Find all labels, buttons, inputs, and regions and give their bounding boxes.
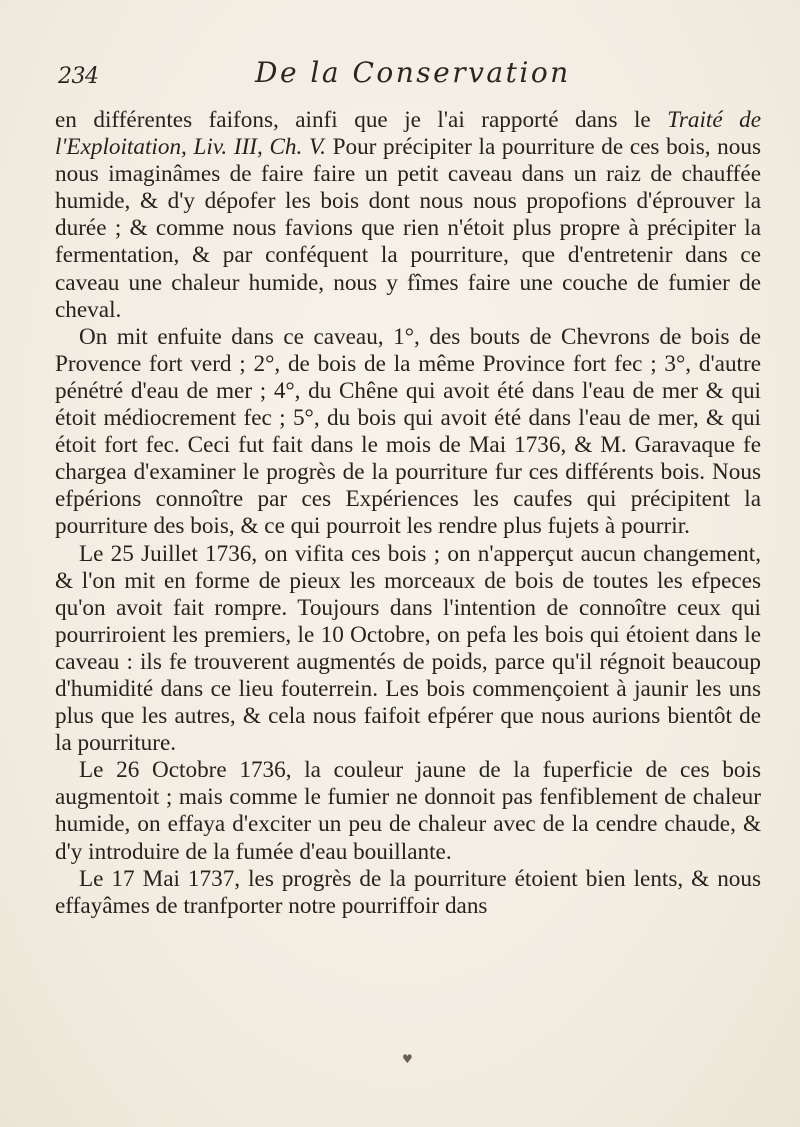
page-header xyxy=(58,52,758,92)
paragraph-4: Le 26 Octobre 1736, la couleur jaune de la fuperficie de ces bois augmentoit ; mais comme le fumier ne donnoit pas fenfiblement de chaleur humide, on effaya d'exciter un peu de chaleur avec de la cendre chaude, & d'y introduire de la fumée d'eau bouillante. xyxy=(55,757,761,865)
paragraph-2: On mit enfuite dans ce caveau, 1°, des bouts de Chevrons de bois de Provence fort verd ; 2°, de bois de la même Province fort fec ; 3°, d'autre pénétré d'eau de mer ; 4°, du Chêne qui avoit été dans l'eau de mer & qui étoit médiocrement fec ; 5°, du bois qui avoit été dans l'eau de mer, & qui étoit fort fec. Ceci fut fait dans le mois de Mai 1736, & M. Garavaque fe chargea d'examiner le progrès de la pourriture fur ces différents bois. Nous efpérions connoître par ces Expériences les caufes qui précipitent la pourriture des bois, & ce qui pourroit les rendre plus fujets à pourrir. xyxy=(55,323,761,540)
page-number: 234 xyxy=(58,64,99,89)
paragraph-1-citation: Traité de l'Exploitation, Liv. III, Ch. V. xyxy=(55,107,762,161)
paragraph-5: Le 17 Mai 1737, les progrès de la pourriture étoient bien lents, & nous effayâmes de tranfporter notre pourriffoir dans xyxy=(55,865,761,919)
ornament-mark: ♥ xyxy=(402,1052,413,1066)
running-title xyxy=(255,56,571,89)
paragraph-3: Le 25 Juillet 1736, on vifita ces bois ; on n'apperçut aucun changement, & l'on mit en forme de pieux les morceaux de bois de toutes les efpeces qu'on avoit fait rompre. Toujours dans l'intention de connoître ceux qui pourriroient les premiers, le 10 Octobre, on pefa les bois qui étoient dans le caveau : ils fe trouverent augmentés de poids, parce qu'il régnoit beaucoup d'humidité dans ce lieu fouterrein. Les bois commençoient à jaunir les uns plus que les autres, & cela nous faifoit efpérer que nous aurions bientôt de la pourriture. xyxy=(55,540,761,757)
running-title-part1: De la xyxy=(255,56,353,89)
page-body xyxy=(55,107,761,920)
paragraph-1 xyxy=(55,107,761,324)
paragraph-1-start: en différentes faifons, ainfi que je l'ai rapporté dans le xyxy=(55,107,668,133)
running-title-part2: Conservation xyxy=(352,56,571,89)
paragraph-1-end: Pour précipiter la pourriture de ces bois, nous nous imaginâmes de faire faire un petit caveau dans un raiz de chauffée humide, & d'y dépofer les bois dont nous nous propofions d'éprouver la durée ; & comme nous favions que rien n'étoit plus propre à précipiter la fermentation, & par conféquent la pourriture, que d'entretenir dans ce caveau une chaleur humide, nous y fîmes faire une couche de fumier de cheval. xyxy=(55,134,761,323)
